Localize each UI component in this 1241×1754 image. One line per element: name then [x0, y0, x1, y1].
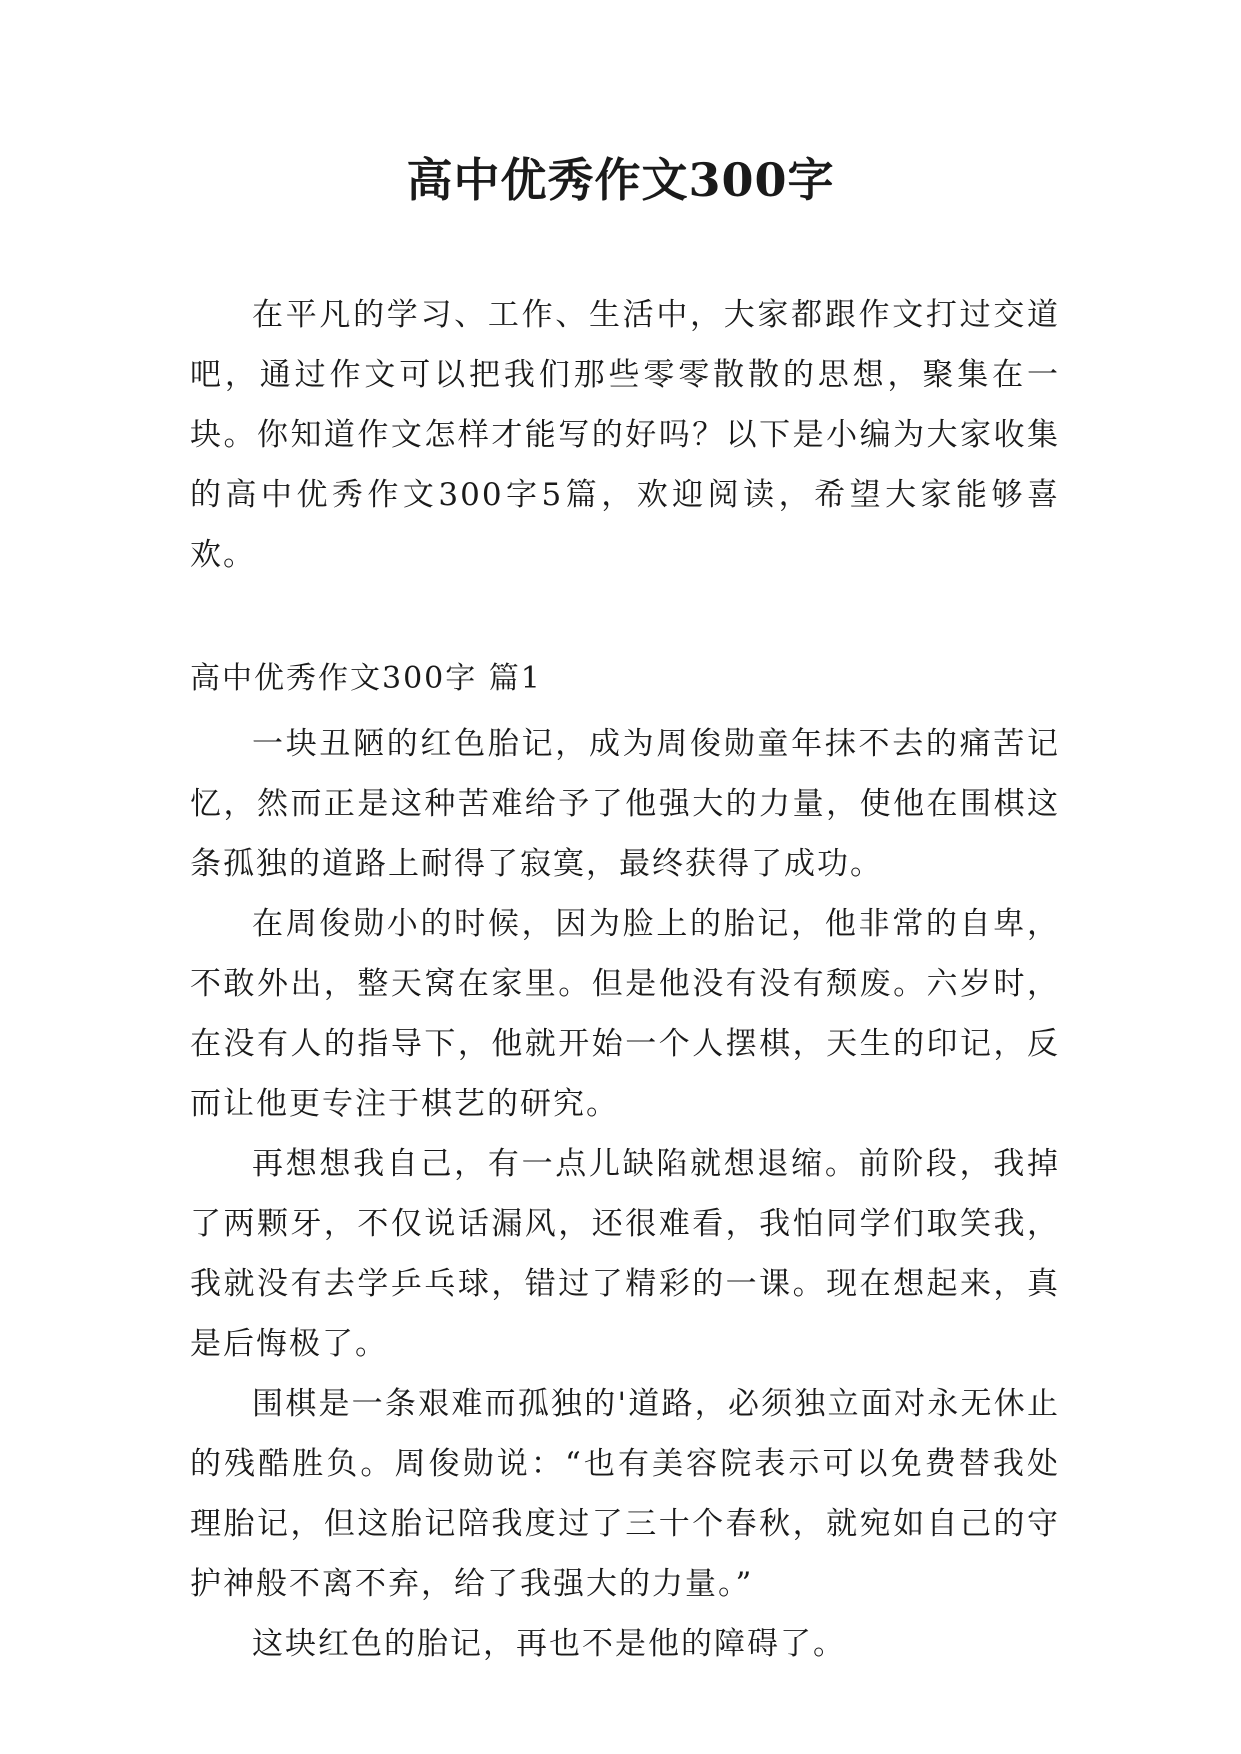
body-paragraph: 一块丑陋的红色胎记，成为周俊勋童年抹不去的痛苦记忆，然而正是这种苦难给予了他强大的力量，使他在围棋这条孤独的道路上耐得了寂寞，最终获得了成功。 — [190, 726, 1060, 882]
intro-paragraph: 在平凡的学习、工作、生活中，大家都跟作文打过交道吧，通过作文可以把我们那些零零散散的思想，聚集在一块。你知道作文怎样才能写的好吗？以下是小编为大家收集的高中优秀作文300字5篇，欢迎阅读，希望大家能够喜欢。 — [190, 297, 1060, 573]
document-body — [190, 285, 1060, 1674]
body-paragraph: 再想想我自己，有一点儿缺陷就想退缩。前阶段，我掉了两颗牙，不仅说话漏风，还很难看，我怕同学们取笑我，我就没有去学乒乓球，错过了精彩的一课。现在想起来，真是后悔极了。 — [190, 1146, 1060, 1362]
body-paragraph: 在周俊勋小的时候，因为脸上的胎记，他非常的自卑，不敢外出，整天窝在家里。但是他没有没有颓废。六岁时，在没有人的指导下，他就开始一个人摆棋，天生的印记，反而让他更专注于棋艺的研究。 — [190, 906, 1060, 1122]
body-paragraph: 围棋是一条艰难而孤独的'道路，必须独立面对永无休止的残酷胜负。周俊勋说：“也有美容院表示可以免费替我处理胎记，但这胎记陪我度过了三十个春秋，就宛如自己的守护神般不离不弃，给了我强大的力量。” — [190, 1386, 1060, 1602]
body-paragraph: 这块红色的胎记，再也不是他的障碍了。 — [252, 1626, 846, 1662]
section-heading: 高中优秀作文300字 篇1 — [190, 661, 542, 696]
document-title: 高中优秀作文300字 — [406, 153, 835, 207]
